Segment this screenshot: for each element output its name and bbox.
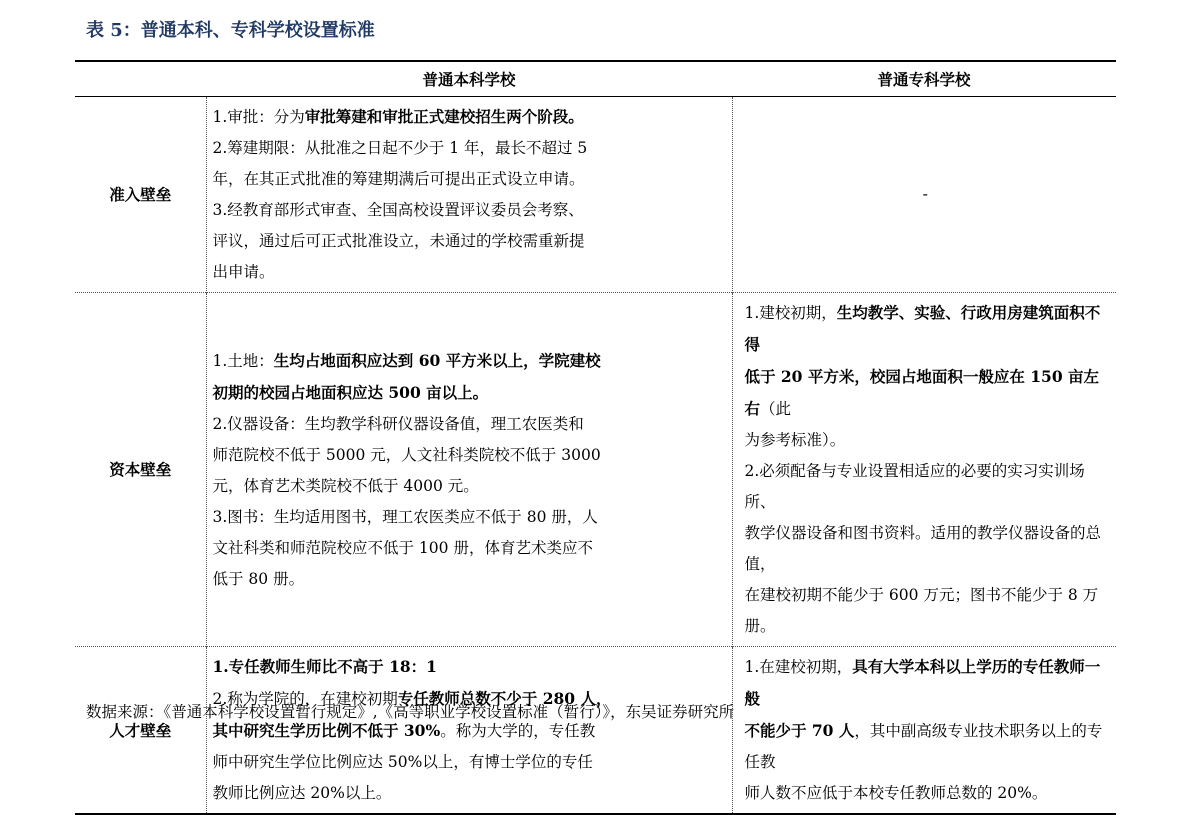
text-line: 元，体育艺术类院校不低于 4000 元。 [212,476,479,495]
text-line: 1.专任教师生师比不高于 18：1 [212,657,437,676]
text-line: 师范院校不低于 5000 元，人文社科类院校不低于 3000 [212,445,601,464]
text-line: 在建校初期不能少于 600 万元；图书不能少于 8 万册。 [744,586,1099,635]
text-line: 低于 20 平方米，校园占地面积一般应在 150 亩左右（此 [744,367,1100,418]
text-line: 教师比例应达 20%以上。 [212,784,392,802]
text-line: 2.称为学院的，在建校初期专任教师总数不少于 280 人， [212,689,612,708]
text-line: 3.图书：生均适用图书，理工农医类应不低于 80 册，人 [212,507,598,526]
undergrad-cell [206,293,732,647]
text-line: 不能少于 70 人，其中副高级专业技术职务以上的专任教 [744,721,1103,771]
undergrad-cell [206,97,732,293]
text-line: 2.筹建期限：从批准之日起不少于 1 年，最长不超过 5 [212,139,588,157]
table-row-talent-barrier [75,647,1116,815]
header-vocational: 普通专科学校 [732,61,1116,97]
text-line: 1.建校初期，生均教学、实验、行政用房建筑面积不得 [744,303,1101,354]
vocational-cell [732,647,1116,815]
row-label: 人才壁垒 [75,647,206,815]
row-label: 准入壁垒 [109,185,172,204]
vocational-cell [732,293,1116,647]
text-line: 为参考标准）。 [744,431,846,449]
table-title: 表 5：普通本科、专科学校设置标准 [86,20,375,41]
text-line: 1.在建校初期，具有大学本科以上学历的专任教师一般 [744,657,1101,708]
header-undergrad: 普通本科学校 [206,61,732,97]
text-line: 初期的校园占地面积应达 500 亩以上。 [212,382,489,402]
undergrad-cell [206,647,732,815]
text-line: 出申请。 [212,263,275,281]
text-line: 师人数不应低于本校专任教师总数的 20%。 [744,784,1048,802]
text-line: 1.审批：分为审批筹建和审批正式建校招生两个阶段。 [212,107,584,126]
text-line: 评议，通过后可正式批准设立，未通过的学校需重新提 [212,232,585,250]
text-line: 师中研究生学位比例应达 50%以上，有博士学位的专任 [212,753,593,771]
text-line: 3.经教育部形式审查、全国高校设置评议委员会考察、 [212,201,584,219]
text-line: 年，在其正式批准的筹建期满后可提出正式设立申请。 [212,170,585,188]
header-blank [75,61,206,97]
text-line: 文社科类和师范院校应不低于 100 册，体育艺术类应不 [212,538,593,557]
vocational-cell: - [922,185,928,203]
row-label: 资本壁垒 [75,293,206,647]
table-row-entry-barrier [75,97,1116,293]
text-line: 1.土地：生均占地面积应达到 60 平方米以上，学院建校 [212,350,601,370]
text-line: 2.必须配备与专业设置相适应的必要的实习实训场所、 [744,462,1085,511]
data-source-note: 数据来源：《普通本科学校设置暂行规定》,《高等职业学校设置标准（暂行）》，东吴证券研究所 [86,703,735,721]
text-line: 2.仪器设备：生均教学科研仪器设备值，理工农医类和 [212,414,584,433]
table-row-capital-barrier [75,293,1116,647]
text-line: 其中研究生学历比例不低于 30%。称为大学的，专任教 [212,721,596,740]
text-line: 教学仪器设备和图书资料。适用的教学仪器设备的总值， [744,524,1102,573]
text-line: 低于 80 册。 [212,569,305,588]
table-header-row [75,61,1116,97]
